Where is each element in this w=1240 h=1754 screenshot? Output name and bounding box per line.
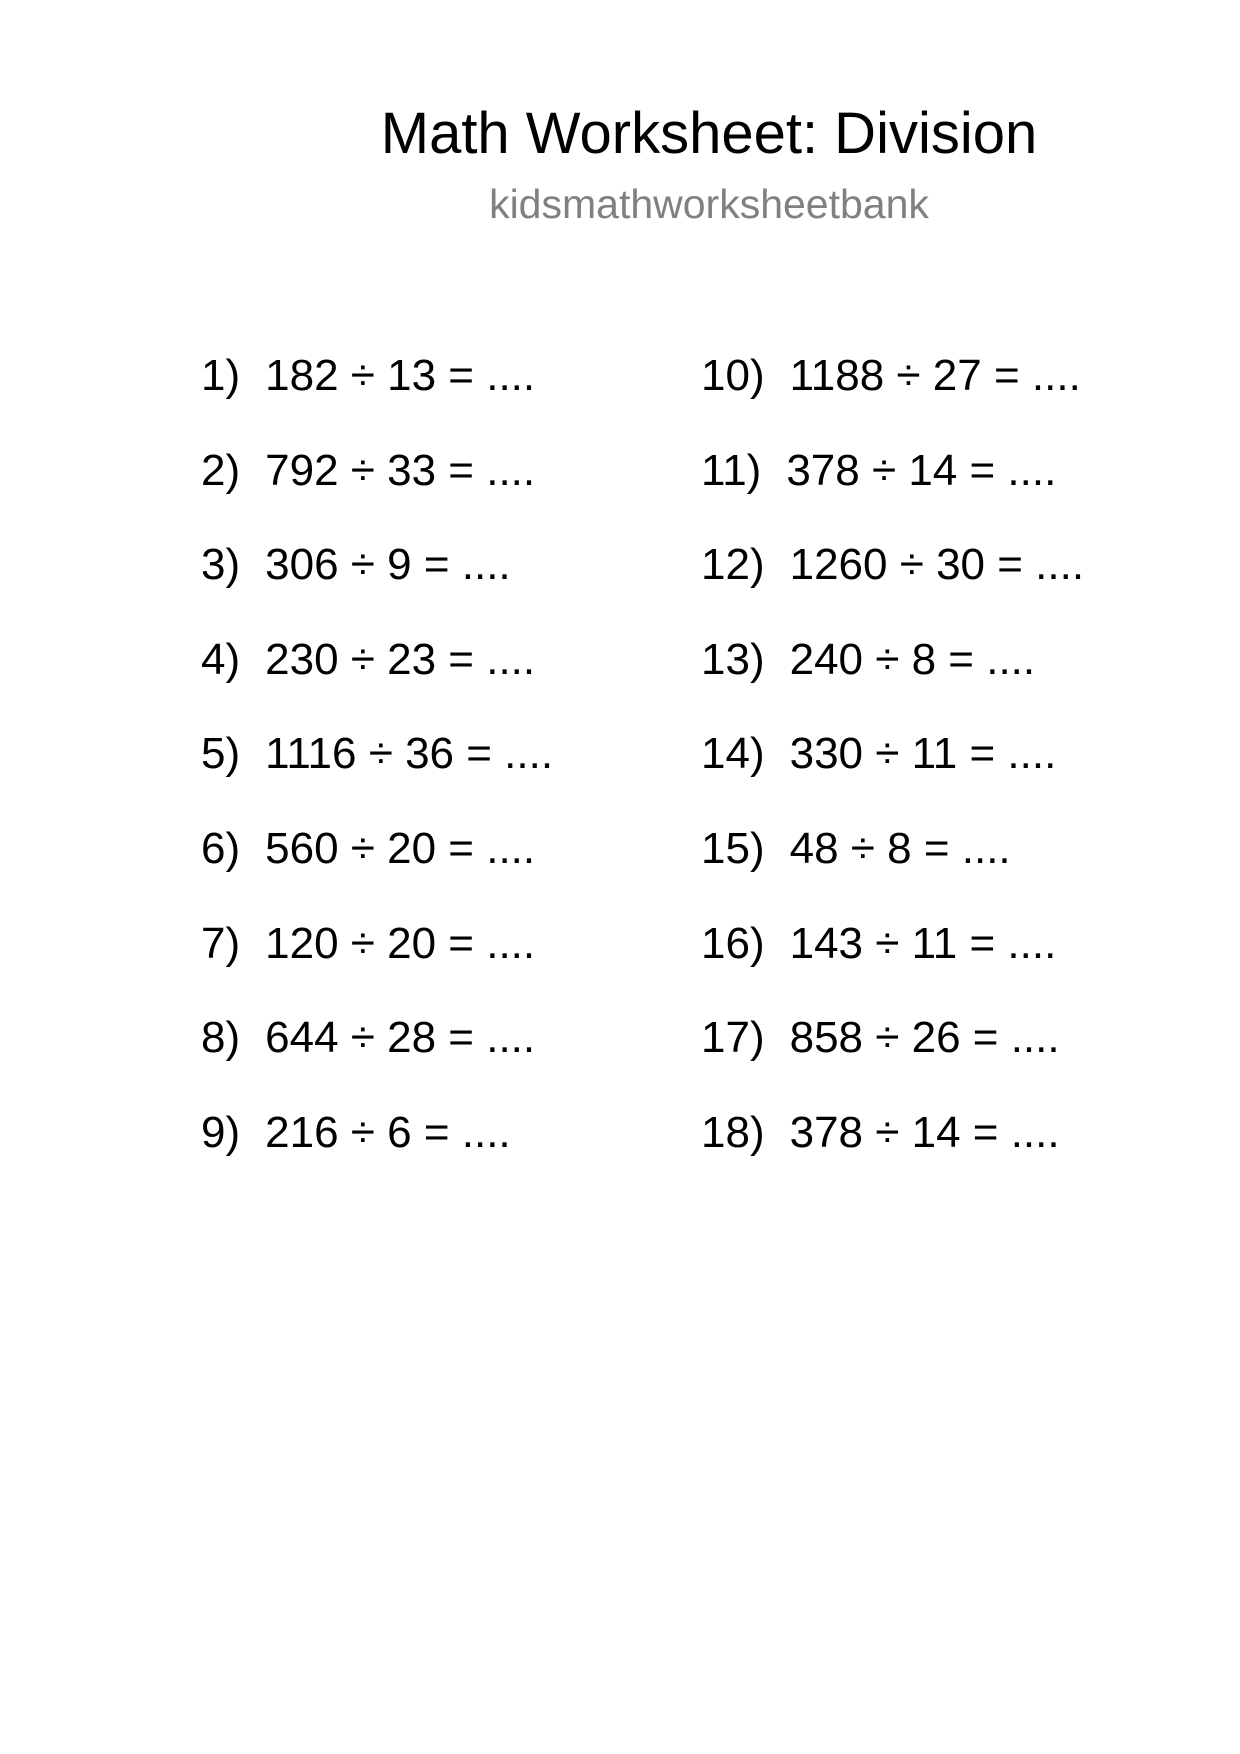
problem-item xyxy=(201,1106,553,1201)
problem-item xyxy=(701,1011,1084,1106)
problem-item xyxy=(701,444,1084,539)
problem-item xyxy=(201,822,553,917)
problem-item xyxy=(701,633,1084,728)
page-subtitle: kidsmathworksheetbank xyxy=(489,181,929,227)
problem-item xyxy=(701,822,1084,917)
problem-expression: 182 ÷ 13 = .... xyxy=(265,351,536,400)
problem-item xyxy=(701,538,1084,633)
problem-expression: 230 ÷ 23 = .... xyxy=(265,634,536,684)
problem-number: 3) xyxy=(201,540,241,590)
problem-number: 8) xyxy=(201,1013,241,1063)
problem-item xyxy=(701,349,1084,444)
problem-expression: 216 ÷ 6 = .... xyxy=(265,1107,511,1157)
problem-expression: 1260 ÷ 30 = .... xyxy=(789,540,1085,590)
problem-expression: 306 ÷ 9 = .... xyxy=(265,540,511,590)
page-title: Math Worksheet: Division xyxy=(380,101,1038,166)
problem-number: 13) xyxy=(701,634,765,684)
problem-item xyxy=(201,1011,553,1106)
problem-item xyxy=(701,727,1084,822)
problem-item xyxy=(201,727,553,822)
problem-item xyxy=(701,917,1084,1012)
problem-item xyxy=(201,444,553,539)
problem-number: 2) xyxy=(201,445,241,495)
problem-number: 17) xyxy=(701,1013,765,1063)
problem-item xyxy=(201,349,553,444)
problem-expression: 143 ÷ 11 = .... xyxy=(789,918,1057,968)
problem-expression: 48 ÷ 8 = .... xyxy=(789,823,1011,873)
problem-item xyxy=(701,1106,1084,1201)
problem-item xyxy=(201,917,553,1012)
problem-number: 18) xyxy=(701,1107,765,1157)
problem-expression: 330 ÷ 11 = .... xyxy=(789,729,1057,779)
problem-number: 4) xyxy=(201,634,241,684)
problem-expression: 792 ÷ 33 = .... xyxy=(265,445,536,495)
problem-expression: 560 ÷ 20 = .... xyxy=(265,823,536,873)
problems-column-left xyxy=(201,349,553,1200)
problem-number: 5) xyxy=(201,729,241,779)
problem-number: 16) xyxy=(701,918,765,968)
problem-number: 6) xyxy=(201,823,241,873)
problem-expression: 378 ÷ 14 = .... xyxy=(789,1107,1060,1157)
problem-expression: 1188 ÷ 27 = .... xyxy=(789,351,1081,400)
problem-number: 7) xyxy=(201,918,241,968)
problem-number: 14) xyxy=(701,729,765,779)
problem-item xyxy=(201,633,553,728)
problem-number: 15) xyxy=(701,823,765,873)
problem-expression: 644 ÷ 28 = .... xyxy=(265,1013,536,1063)
problem-expression: 378 ÷ 14 = .... xyxy=(786,445,1057,495)
problem-expression: 240 ÷ 8 = .... xyxy=(789,634,1036,684)
problem-number: 9) xyxy=(201,1107,241,1157)
problem-number: 12) xyxy=(701,540,765,590)
problem-number: 10) xyxy=(701,351,765,400)
problem-number: 1) xyxy=(201,351,241,400)
problem-expression: 858 ÷ 26 = .... xyxy=(789,1013,1060,1063)
problem-expression: 1116 ÷ 36 = .... xyxy=(265,729,554,779)
problem-number: 11) xyxy=(701,445,762,495)
problem-item xyxy=(201,538,553,633)
problem-expression: 120 ÷ 20 = .... xyxy=(265,918,536,968)
problems-column-right xyxy=(701,349,1084,1200)
